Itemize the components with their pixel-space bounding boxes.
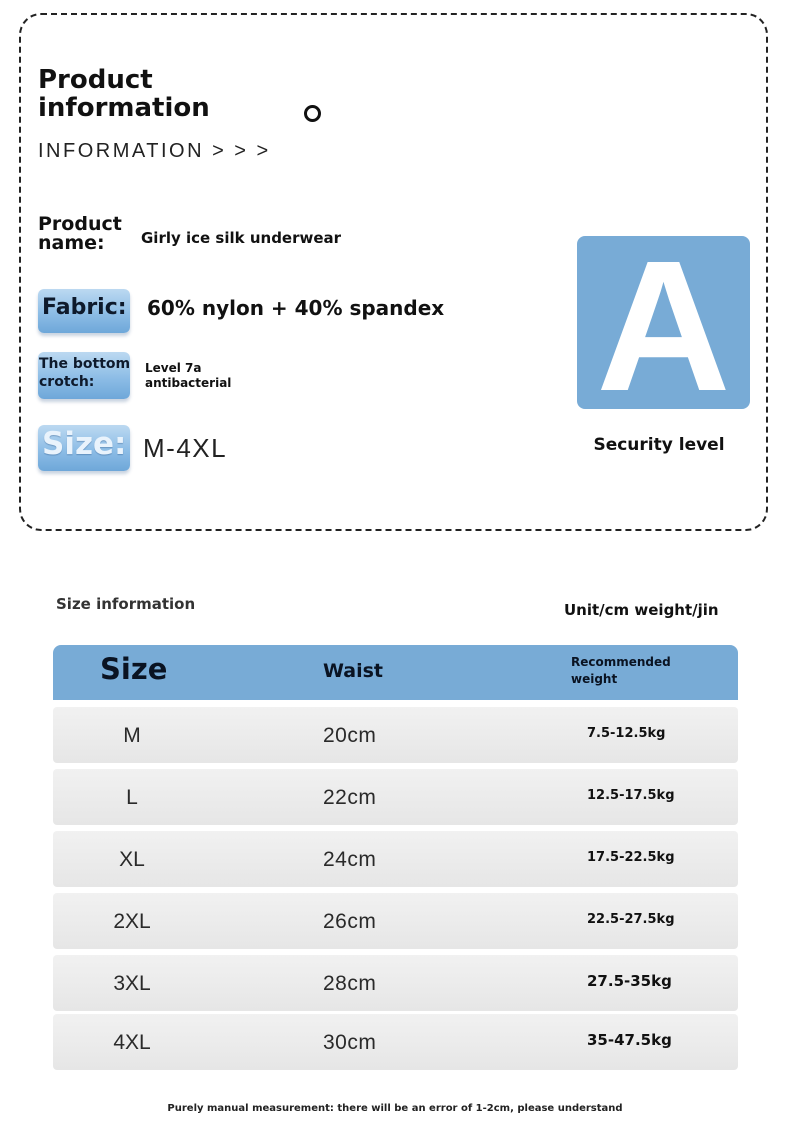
size-label-badge: [38, 425, 130, 471]
fabric-label: Fabric:: [42, 295, 127, 320]
row-size: 4XL: [113, 1031, 151, 1054]
crotch-label: The bottom crotch:: [39, 356, 131, 390]
crotch-value: Level 7a antibacterial: [145, 361, 232, 390]
row-size: 3XL: [113, 972, 151, 995]
table-row: [53, 769, 738, 825]
row-weight: 12.5-17.5kg: [587, 788, 675, 803]
size-range-value: M-4XL: [143, 433, 228, 463]
size-label: Size:: [42, 426, 127, 462]
product-info-title: Product information: [38, 65, 210, 123]
fabric-label-badge: [38, 289, 130, 333]
table-row: [53, 1014, 738, 1070]
size-info-title: Size information: [56, 595, 196, 613]
product-info-subtitle: INFORMATION > > >: [38, 140, 271, 162]
row-weight: 7.5-12.5kg: [587, 726, 666, 741]
table-row: [53, 831, 738, 887]
row-weight: 22.5-27.5kg: [587, 912, 675, 927]
row-waist: 22cm: [323, 786, 377, 809]
row-size: M: [123, 724, 141, 747]
row-waist: 28cm: [323, 972, 377, 995]
row-waist: 30cm: [323, 1031, 377, 1054]
size-table-header: [53, 645, 738, 700]
crotch-label-badge: [38, 352, 130, 399]
measurement-footnote: Purely manual measurement: there will be an error of 1-2cm, please understand: [167, 1103, 623, 1114]
header-waist: Waist: [323, 660, 384, 682]
fabric-value: 60% nylon + 40% spandex: [147, 296, 445, 320]
row-weight: 27.5-35kg: [587, 972, 672, 990]
row-size: 2XL: [113, 910, 151, 933]
product-name-label: Product name:: [38, 213, 122, 254]
security-grade-letter: A: [596, 223, 731, 430]
security-grade-badge: [577, 223, 750, 430]
header-recommended-weight: Recommended weight: [571, 655, 671, 686]
row-waist: 24cm: [323, 848, 377, 871]
row-waist: 26cm: [323, 910, 377, 933]
row-waist: 20cm: [323, 724, 377, 747]
table-row: [53, 707, 738, 763]
product-name-value: Girly ice silk underwear: [141, 229, 342, 247]
table-row: [53, 955, 738, 1011]
row-weight: 35-47.5kg: [587, 1031, 672, 1049]
unit-note: Unit/cm weight/jin: [564, 601, 719, 619]
row-size: L: [126, 786, 138, 809]
header-size: Size: [100, 652, 168, 686]
circle-icon: [304, 105, 321, 122]
table-row: [53, 893, 738, 949]
row-weight: 17.5-22.5kg: [587, 850, 675, 865]
security-level-label: Security level: [593, 435, 725, 455]
row-size: XL: [119, 848, 145, 871]
